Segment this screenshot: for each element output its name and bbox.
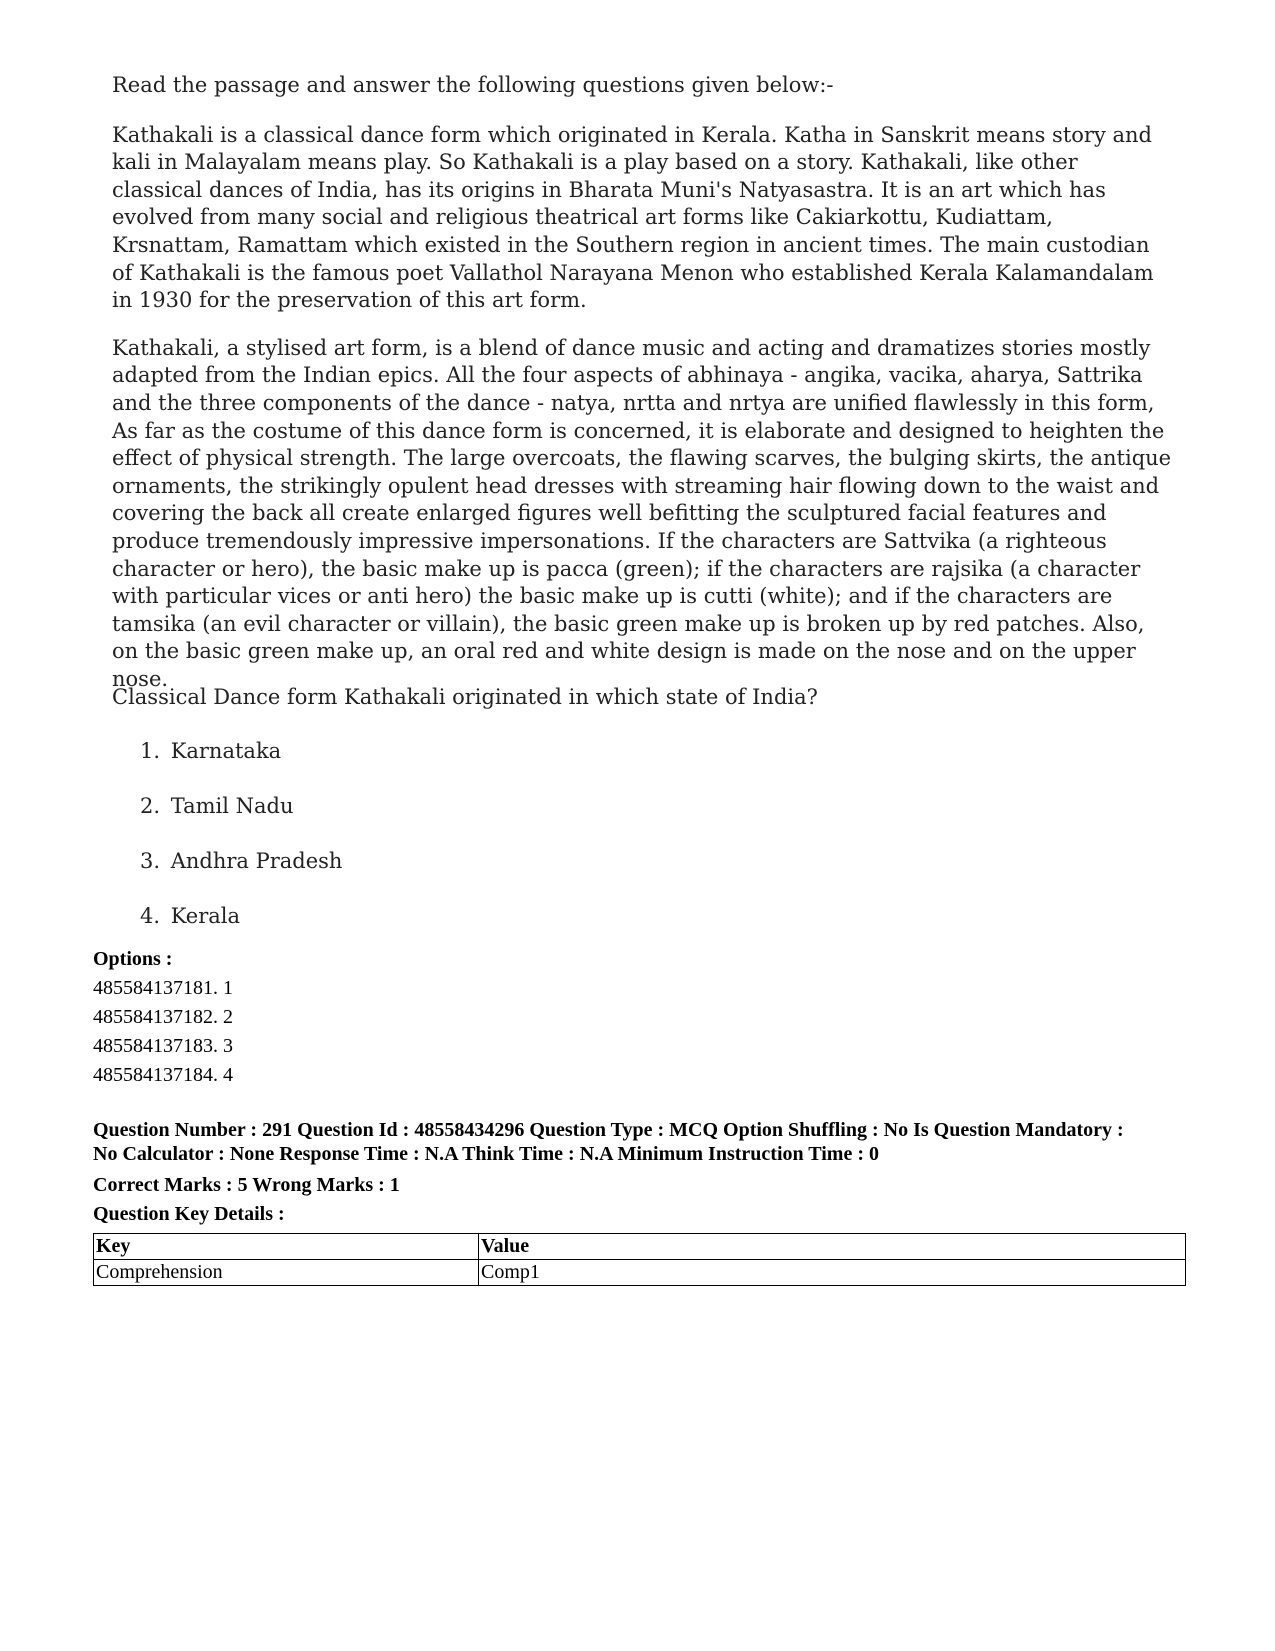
choice-label: Karnataka [170, 739, 282, 763]
passage-instruction: Read the passage and answer the following questions given below:- [112, 73, 834, 97]
marks-line: Correct Marks : 5 Wrong Marks : 1 [93, 1174, 400, 1196]
column-header-value: Value [479, 1234, 1186, 1260]
answer-choice [140, 847, 342, 902]
passage-paragraph-1: Kathakali is a classical dance form which originated in Kerala. Katha in Sanskrit means story and kali in Malayalam means play. So Kathakali is a play based on a story. Kathakali, like other classical dances of India, has its origins in Bharata Muni's Natyasastra. It is an art which has evolved from many social and religious theatrical art forms like Cakiarkottu, Kudiattam, Krsnattam, Ramattam which existed in the Southern region in ancient times. The main custodian of Kathakali is the famous poet Vallathol Narayana Menon who established Kerala Kalamandalam in 1930 for the preservation of this art form. [112, 122, 1154, 313]
question-meta-line-1: Question Number : 291 Question Id : 48558434296 Question Type : MCQ Option Shuffling : No Is Question Mandatory : [93, 1119, 1124, 1141]
options-section [93, 945, 1193, 1090]
table-cell-value: Comp1 [479, 1260, 1186, 1286]
question-text: Classical Dance form Kathakali originated in which state of India? [112, 685, 818, 709]
passage-paragraph-2: Kathakali, a stylised art form, is a blend of dance music and acting and dramatizes stories mostly adapted from the Indian epics. All the four aspects of abhinaya - angika, vacika, aharya, Sattrika and the three components of the dance - natya, nrtta and nrtya are unified flawlessly in this form, As far as the costume of this dance form is concerned, it is elaborate and designed to heighten the effect of physical strength. The large overcoats, the flawing scarves, the bulging skirts, the antique ornaments, the strikingly opulent head dresses with streaming hair flowing down to the waist and covering the back all create enlarged figures well befitting the sculptured facial features and produce tremendously impressive impersonations. If the characters are Sattvika (a righteous character or hero), the basic make up is pacca (green); if the characters are rajsika (a character with particular vices or anti hero) the basic make up is cutti (white); and if the characters are tamsika (an evil character or villain), the basic green make up is broken up by red patches. Also, on the basic green make up, an oral red and white design is made on the nose and on the upper nose. [112, 335, 1172, 691]
choice-number: 2. [140, 794, 161, 818]
option-id-line: 485584137183. 3 [93, 1035, 233, 1057]
question-meta-line-2: No Calculator : None Response Time : N.A Think Time : N.A Minimum Instruction Time : 0 [93, 1143, 879, 1165]
table-cell-key: Comprehension [94, 1260, 479, 1286]
answer-choice-list [140, 737, 342, 957]
table-row [94, 1260, 1186, 1286]
key-details-table [93, 1233, 1186, 1286]
comprehension-passage [112, 72, 1172, 713]
choice-label: Kerala [170, 904, 241, 928]
choice-label: Andhra Pradesh [170, 849, 343, 873]
option-id-line: 485584137181. 1 [93, 977, 233, 999]
answer-choice [140, 792, 342, 847]
choice-number: 3. [140, 849, 161, 873]
key-details-heading: Question Key Details : [93, 1203, 285, 1225]
table-header-row [94, 1234, 1186, 1260]
question-metadata [93, 1118, 1193, 1229]
option-id-line: 485584137184. 4 [93, 1064, 233, 1086]
choice-number: 1. [140, 739, 161, 763]
column-header-key: Key [94, 1234, 479, 1260]
choice-number: 4. [140, 904, 161, 928]
option-id-line: 485584137182. 2 [93, 1006, 233, 1028]
options-heading: Options : [93, 948, 173, 970]
choice-label: Tamil Nadu [170, 794, 294, 818]
answer-choice [140, 737, 342, 792]
